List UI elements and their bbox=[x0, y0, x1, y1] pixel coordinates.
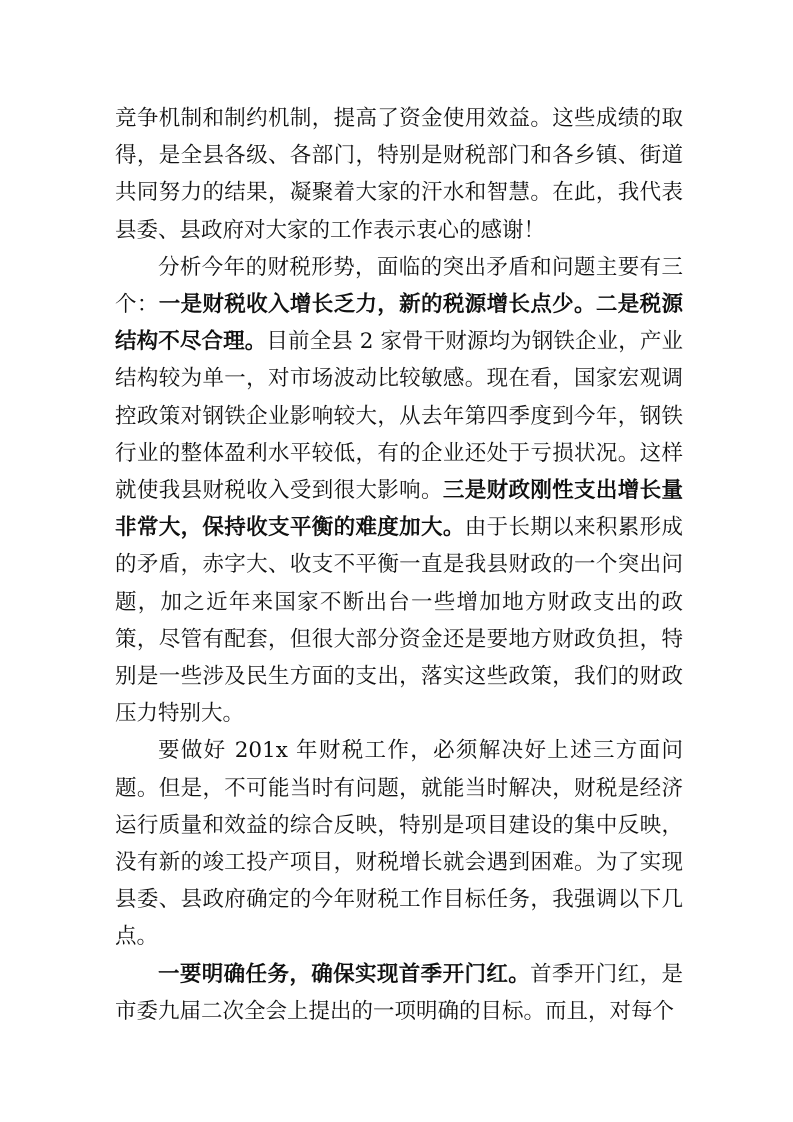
paragraph bbox=[115, 732, 683, 955]
text-run: 首季开门红，是市委九届二次全会上提出的一项明确的目标。而且，对每个 bbox=[115, 961, 683, 1024]
paragraph bbox=[115, 956, 683, 1030]
bold-text-run: 一是财税收入增长乏力，新的税源增长点少。二是税源结构不尽合理。 bbox=[115, 292, 683, 355]
text-run: 目前全县 2 家骨干财源均为钢铁企业，产业结构较为单一，对市场波动比较敏感。现在看，国家宏观调控政策对钢铁企业影响较大，从去年第四季度到今年，钢铁行业的整体盈利水平较低，有的企业还处于亏损状况。这样就使我县财税收入受到很大影响。 bbox=[115, 329, 683, 504]
text-run: 要做好 201x 年财税工作，必须解决好上述三方面问题。但是，不可能当时有问题，就能当时解决，财税是经济运行质量和效益的综合反映，特别是项目建设的集中反映，没有新的竣工投产项目，财税增长就会遇到困难。为了实现县委、县政府确定的今年财税工作目标任务，我强调以下几点。 bbox=[115, 738, 683, 950]
text-run: 竞争机制和制约机制，提高了资金使用效益。这些成绩的取得，是全县各级、各部门，特别是财税部门和各乡镇、街道共同努力的结果，凝聚着大家的汗水和智慧。在此，我代表县委、县政府对大家的工作表示衷心的感谢！ bbox=[115, 106, 683, 243]
bold-text-run: 一要明确任务，确保实现首季开门红。 bbox=[158, 961, 531, 987]
text-run: 由于长期以来积累形成的矛盾，赤字大、收支不平衡一直是我县财政的一个突出问题，加之近年来国家不断出台一些增加地方财政支出的政策，尽管有配套，但很大部分资金还是要地方财政负担，特别是一些涉及民生方面的支出，落实这些政策，我们的财政压力特别大。 bbox=[115, 515, 683, 727]
paragraph bbox=[115, 249, 683, 733]
paragraph bbox=[115, 100, 683, 249]
document-body bbox=[115, 100, 683, 1030]
bold-text-run: 三是财政刚性支出增长量非常大，保持收支平衡的难度加大。 bbox=[115, 478, 683, 541]
text-run: 分析今年的财税形势，面临的突出矛盾和问题主要有三个： bbox=[115, 254, 683, 318]
